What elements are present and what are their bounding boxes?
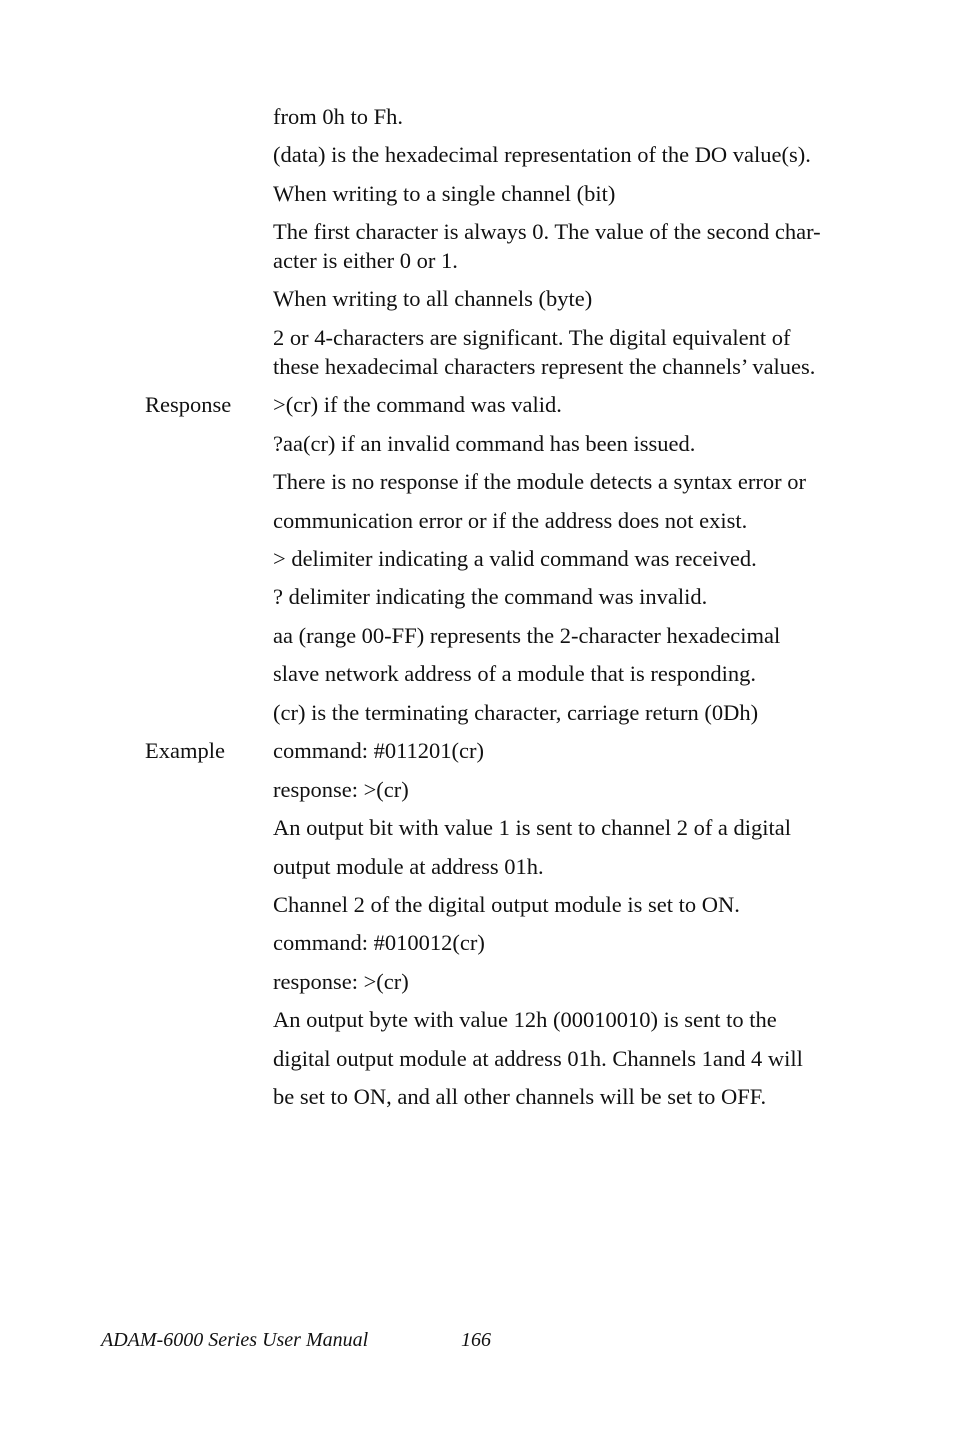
body-line: ?aa(cr) if an invalid command has been issued. — [273, 431, 696, 456]
body-line: output module at address 01h. — [273, 854, 544, 879]
body-line: digital output module at address 01h. Channels 1and 4 will — [273, 1046, 803, 1071]
body-line: be set to ON, and all other channels will be set to OFF. — [273, 1084, 767, 1109]
footer-manual-title: ADAM-6000 Series User Manual — [101, 1329, 369, 1351]
example-label: Example — [145, 738, 225, 763]
body-line: Channel 2 of the digital output module is set to ON. — [273, 892, 740, 917]
footer-page-number: 166 — [461, 1329, 491, 1351]
body-line: acter is either 0 or 1. — [273, 248, 458, 273]
body-line: There is no response if the module detects a syntax error or — [273, 469, 806, 494]
body-line: command: #011201(cr) — [273, 738, 484, 763]
body-line: An output bit with value 1 is sent to channel 2 of a digital — [273, 815, 792, 840]
body-line: When writing to a single channel (bit) — [273, 181, 616, 206]
body-line: response: >(cr) — [273, 969, 409, 994]
body-line: (cr) is the terminating character, carriage return (0Dh) — [273, 700, 759, 725]
body-line: 2 or 4-characters are significant. The digital equivalent of — [273, 325, 791, 350]
body-line: communication error or if the address does not exist. — [273, 508, 748, 533]
body-line: slave network address of a module that is responding. — [273, 661, 757, 686]
body-line: > delimiter indicating a valid command was received. — [273, 546, 757, 571]
body-line: response: >(cr) — [273, 777, 409, 802]
response-label: Response — [145, 392, 232, 417]
body-line: these hexadecimal characters represent the channels’ values. — [273, 354, 816, 379]
body-line: The first character is always 0. The value of the second char- — [273, 219, 821, 244]
body-line: aa (range 00-FF) represents the 2-character hexadecimal — [273, 623, 781, 648]
body-line: from 0h to Fh. — [273, 104, 404, 129]
body-line: ? delimiter indicating the command was invalid. — [273, 584, 708, 609]
body-line: An output byte with value 12h (00010010) is sent to the — [273, 1007, 777, 1032]
body-line: command: #010012(cr) — [273, 930, 485, 955]
body-line: When writing to all channels (byte) — [273, 286, 593, 311]
body-line: (data) is the hexadecimal representation of the DO value(s). — [273, 142, 811, 167]
body-line: >(cr) if the command was valid. — [273, 392, 562, 417]
